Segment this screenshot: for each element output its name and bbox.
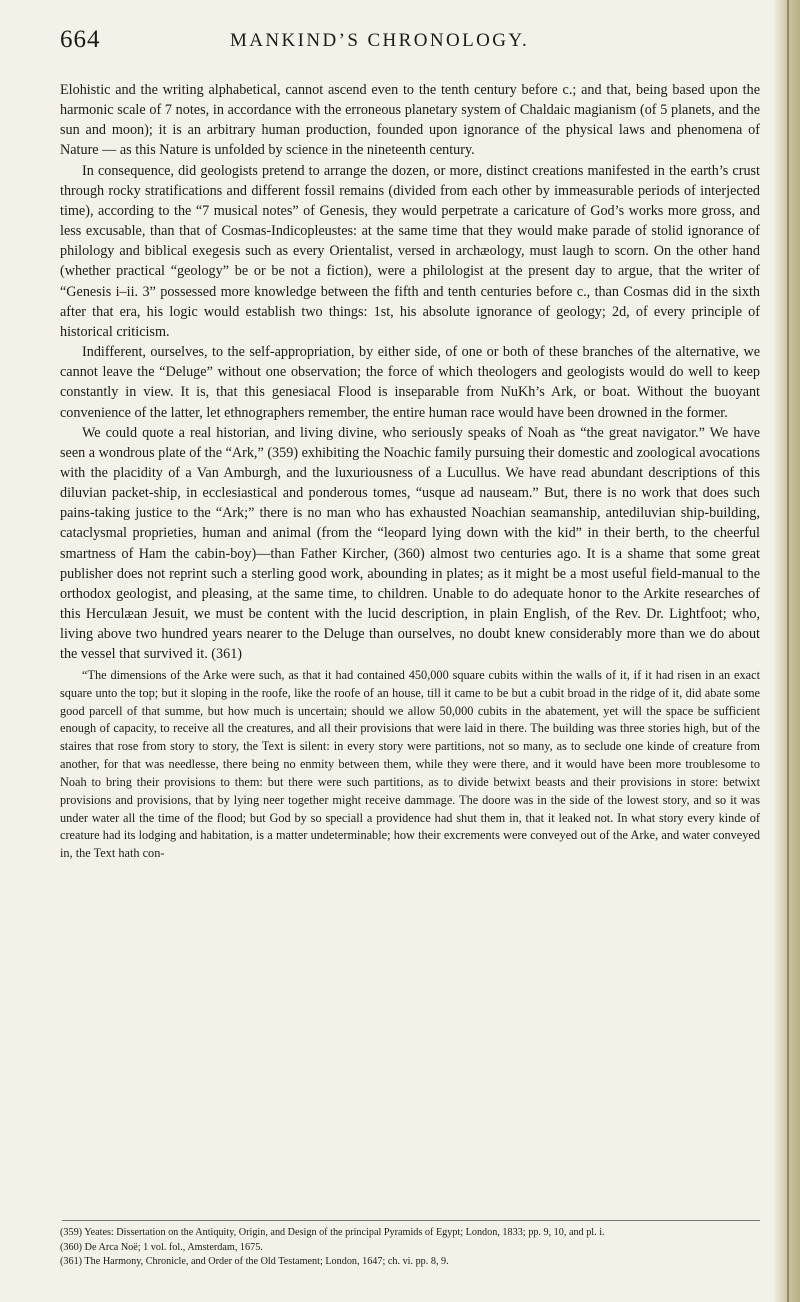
footnote-rule [62, 1220, 760, 1221]
paragraph: Indifferent, ourselves, to the self-appropriation, by either side, of one or both of these branches of the alternative, we cannot leave the “Deluge” without one observation; the force of which theologers and geologists would do well to keep constantly in view. It is, that this genesiacal Flood is inseparable from NuKh’s Ark, or boat. Without the buoyant convenience of the latter, let ethnographers remember, the entire human race would have been drowned in the former. [60, 344, 760, 421]
quotation-text: “The dimensions of the Arke were such, as that it had contained 450,000 square cubits within the walls of it, if it had risen in an exact square unto the top; but it sloping in the roofe, like the roofe of an house, till it came to be but a cubit broad in the ridge of it, did abate some good parcell of that summe, but how much is uncertain; should we allow 50,000 cubits in the abatement, yet will the space be sufficient enough of capacity, to receive all the creatures, and all their provisions that were laid in there. The building was three stories high, but of the staires that rose from story to story, the Text is silent: in every story were partitions, not so many, as to seclude one kinde of creature from another, for that was needlesse, there being no enmity between them, while they were there, and it would have been more troublesome to Noah to bring their provisions to them: but there were such partitions, as to divide betwixt beasts and their provisions in store: betwixt provisions and provisions, that by lying neer together might receive dammage. The doore was in the side of the lowest story, and so it was under water all the time of the flood; but God by so speciall a providence had shut them in, that it leaked not. In what story every kinde of creature had its lodging and habitation, is a matter undeterminable; how their excrements were conveyed out of the Arke, and water conveyed in, the Text hath con- [60, 668, 760, 861]
footnote: (360) De Arca Noë; 1 vol. fol., Amsterdam, 1675. [60, 1241, 263, 1253]
footnote-section [60, 1220, 760, 1302]
running-title: MANKIND’S CHRONOLOGY. [230, 30, 530, 51]
binding-line [787, 0, 789, 1302]
page-header [60, 18, 760, 58]
lightfoot-quotation [60, 667, 760, 863]
footnote: (361) The Harmony, Chronicle, and Order of the Old Testament; London, 1647; ch. vi. pp. 8, 9. [60, 1256, 449, 1268]
page-number: 664 [60, 26, 101, 53]
footnote: (359) Yeates: Dissertation on the Antiquity, Origin, and Design of the principal Pyramids of Egypt; London, 1833; pp. 9, 10, and pl. i. [60, 1227, 605, 1238]
paragraph: Elohistic and the writing alphabetical, cannot ascend even to the tenth century before c.; and that, being based upon the harmonic scale of 7 notes, in accordance with the erroneous planetary system of Chaldaic magianism (of 5 planets, and the sun and moon); it is an arbitrary human production, founded upon ignorance of the physical laws and phenomena of Nature — as this Nature is unfolded by science in the nineteenth century. [60, 82, 760, 159]
main-text [60, 80, 760, 665]
paragraph: In consequence, did geologists pretend to arrange the dozen, or more, distinct creations manifested in the earth’s crust through rocky stratifications and different fossil remains (divided from each other by immeasurable periods of interjected time), according to the “7 musical notes” of Genesis, they would perpetrate a caricature of God’s works more gross, and less excusable, than that of Cosmas-Indicopleustes: at the same time that they would make parade of stolid ignorance of philology and biblical exegesis such as every Orientalist, versed in archæology, must laugh to scorn. On the other hand (whether practical “geology” be or be not a fiction), were a philologist at the present day to argue, that the writer of “Genesis i–ii. 3” possessed more knowledge between the fifth and tenth centuries before c., than Cosmas did in the sixth after that era, his logic would establish two things: 1st, his absolute ignorance of geology; 2d, of every principle of historical criticism. [60, 162, 760, 340]
footnotes [60, 1226, 760, 1270]
paragraph: We could quote a real historian, and living divine, who seriously speaks of Noah as “the great navigator.” We have seen a wondrous plate of the “Ark,” (359) exhibiting the Noachic family pursuing their domestic and zoological avocations with the placidity of a Van Amburgh, and the luxuriousness of a Lucullus. We have read abundant descriptions of this diluvian packet-ship, in ecclesiastical and ponderous tomes, “usque ad nauseam.” But, there is no work that does such pains-taking justice to the “Ark;” there is no man who has exhausted Noachian seamanship, antediluvian ship-building, cataclysmal proprieties, human and animal (from the “leopard lying down with the kid” in their berth, to the cheerful smartness of Ham the cabin-boy)—than Father Kircher, (360) almost two centuries ago. It is a shame that some great publisher does not reprint such a sterling good work, abounding in plates; as it might be a most useful field-manual to the orthodox geologist, and pleasing, at the same time, to children. Unable to do adequate honor to the Arkite researches of this Herculæan Jesuit, we must be content with the lucid description, in plain English, of the Rev. Dr. Lightfoot; who, living above two hundred years nearer to the Deluge than ourselves, no doubt knew considerably more than we do about the vessel that survived it. (361) [60, 424, 760, 663]
